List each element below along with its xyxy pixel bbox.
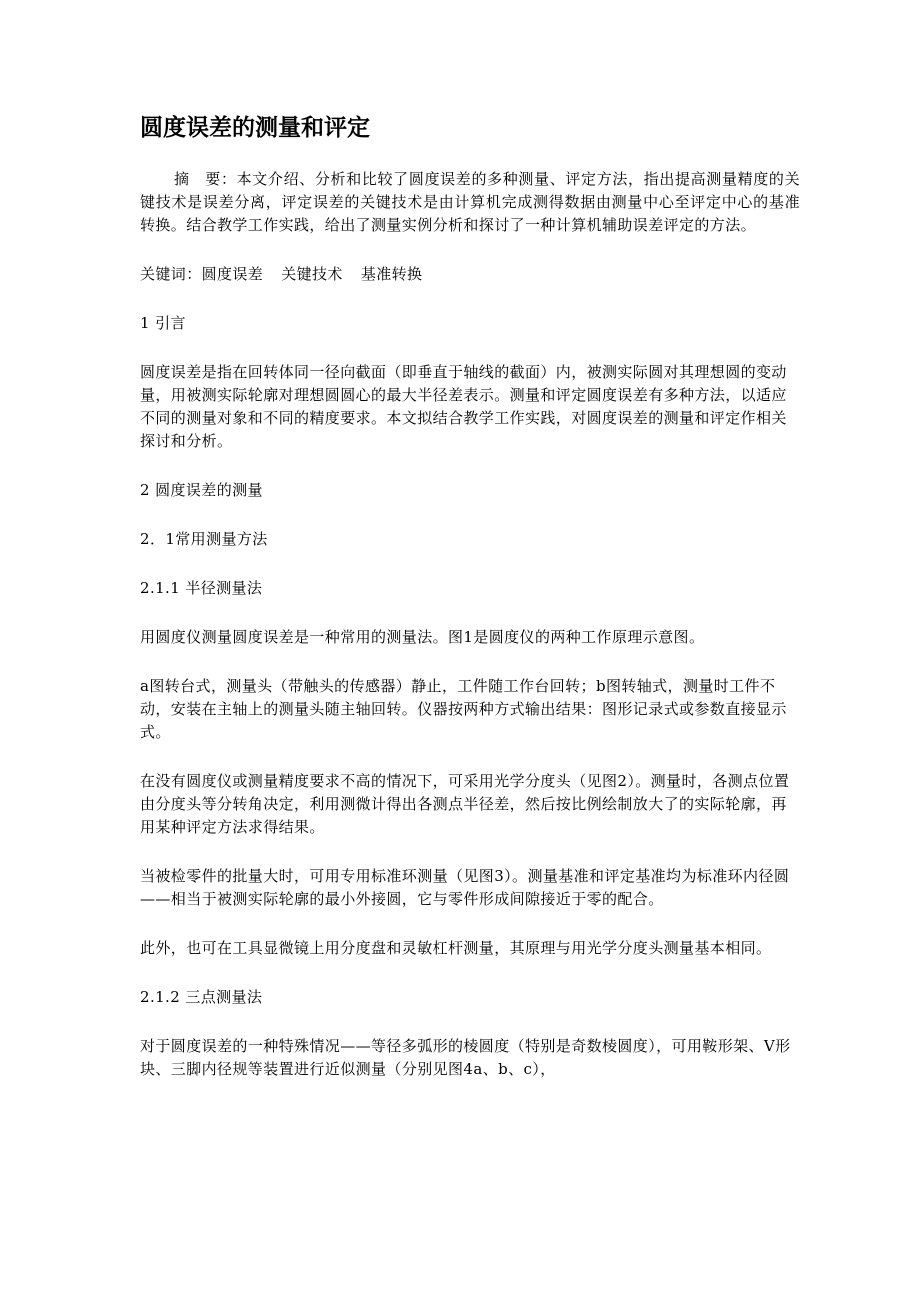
section-heading-2: 2 圆度误差的测量 [140,481,263,499]
keywords [140,263,800,286]
keywords-label: 关键词： [140,265,202,283]
paragraph: 此外，也可在工具显微镜上用分度盘和灵敏杠杆测量，其原理与用光学分度头测量基本相同。 [140,939,772,957]
keyword-item: 关键技术 [281,265,343,283]
paragraph: 对于圆度误差的一种特殊情况——等径多弧形的棱圆度（特别是奇数棱圆度），可用鞍形架、V形块、三脚内径规等装置进行近似测量（分别见图4a、b、c）， [140,1037,791,1078]
paragraph: a图转台式，测量头（带触头的传感器）静止，工件随工作台回转；b图转轴式，测量时工件不动，安装在主轴上的测量头随主轴回转。仪器按两种方式输出结果：图形记录式或参数直接显示式。 [140,677,787,741]
paragraph: 圆度误差是指在回转体同一径向截面（即垂直于轴线的截面）内，被测实际圆对其理想圆的变动量，用被测实际轮廓对理想圆圆心的最大半径差表示。测量和评定圆度误差有多种方法，以适应不同的测量对象和不同的精度要求。本文拟结合教学工作实践，对圆度误差的测量和评定作相关探讨和分析。 [140,363,787,450]
section-heading-2-1: 2．1常用测量方法 [140,530,268,548]
abstract: 摘 要：本文介绍、分析和比较了圆度误差的多种测量、评定方法，指出提高测量精度的关键技术是误差分离，评定误差的关键技术是由计算机完成测得数据由测量中心至评定中心的基准转换。结合教学工作实践，给出了测量实例分析和探讨了一种计算机辅助误差评定的方法。 [140,170,800,234]
keyword-item: 圆度误差 [201,265,264,283]
paragraph: 用圆度仪测量圆度误差是一种常用的测量法。图1是圆度仪的两种工作原理示意图。 [140,628,705,646]
page-title: 圆度误差的测量和评定 [140,115,370,141]
keyword-item: 基准转换 [360,265,423,283]
section-heading-2-1-1: 2.1.1 半径测量法 [140,579,263,597]
section-heading-2-1-2: 2.1.2 三点测量法 [140,988,263,1006]
paragraph: 在没有圆度仪或测量精度要求不高的情况下，可采用光学分度头（见图2）。测量时，各测点位置由分度头等分转角决定，利用测微计得出各测点半径差，然后按比例绘制放大了的实际轮廓，再用某种评定方法求得结果。 [140,772,790,836]
paragraph: 当被检零件的批量大时，可用专用标准环测量（见图3）。测量基准和评定基准均为标准环内径圆——相当于被测实际轮廓的最小外接圆，它与零件形成间隙接近于零的配合。 [140,867,790,908]
document-page [140,112,800,1107]
section-heading-1: 1 引言 [140,314,186,332]
